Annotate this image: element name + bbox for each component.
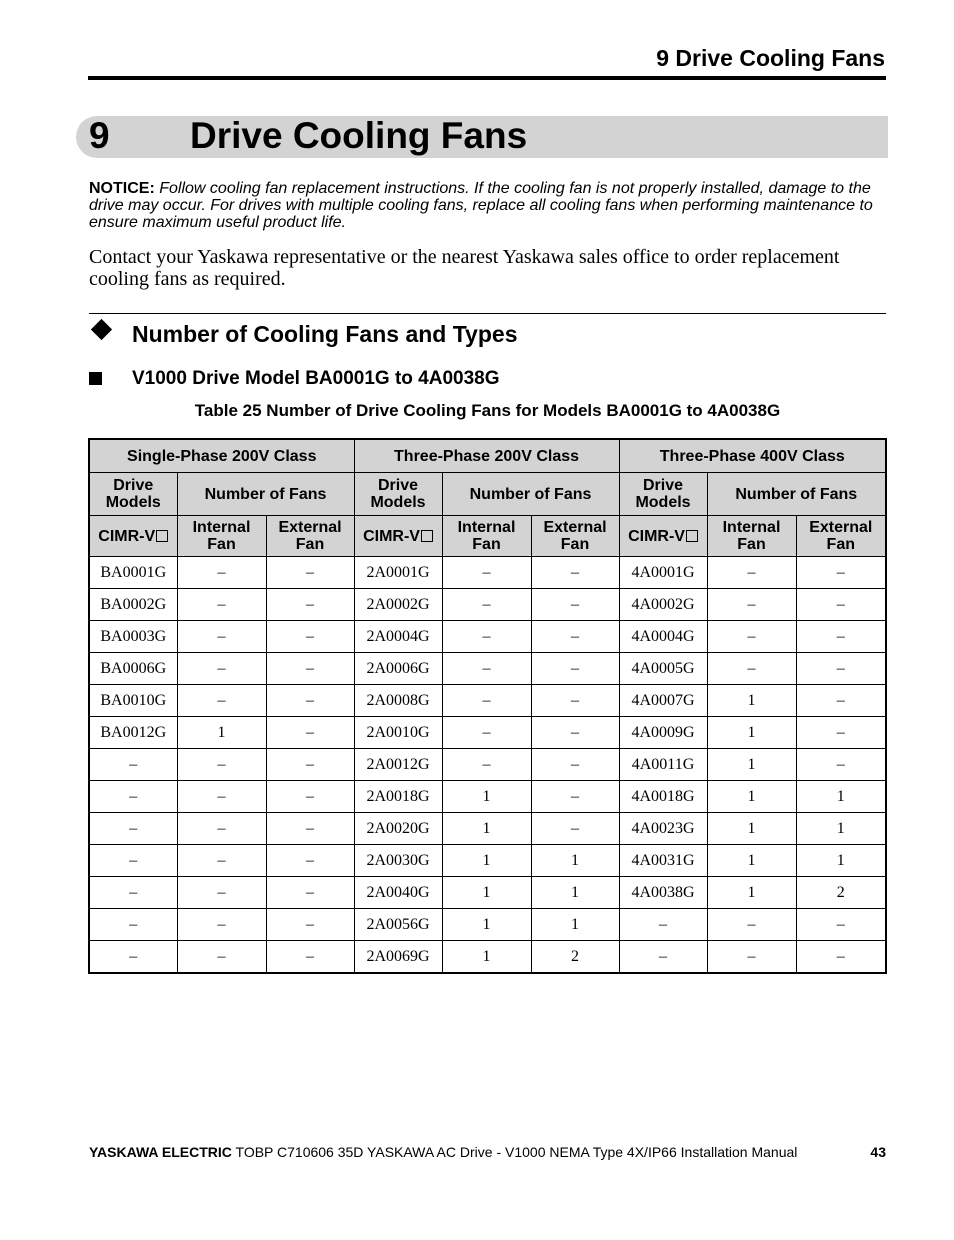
table-cell: 2A0012G	[354, 749, 442, 781]
table-cell: 1	[796, 813, 886, 845]
table-cell: 2	[796, 877, 886, 909]
table-cell: –	[266, 685, 354, 717]
model-prefix-header	[89, 516, 177, 557]
group-header: Three-Phase 200V Class	[354, 439, 619, 473]
table-cell: –	[266, 653, 354, 685]
table-cell: 2A0018G	[354, 781, 442, 813]
table-cell: 1	[531, 877, 619, 909]
table-cell: –	[266, 749, 354, 781]
footer-brand: YASKAWA ELECTRIC	[89, 1144, 232, 1160]
table-cell: BA0002G	[89, 589, 177, 621]
model-prefix-label: CIMR-V	[98, 527, 156, 545]
table-cell: –	[707, 653, 796, 685]
table-cell: 1	[442, 909, 531, 941]
table-cell: 2A0069G	[354, 941, 442, 974]
table-cell: –	[89, 909, 177, 941]
table-cell: –	[266, 557, 354, 589]
table-cell: –	[89, 813, 177, 845]
table-cell: –	[796, 653, 886, 685]
header-rule	[88, 76, 886, 80]
table-cell: –	[619, 909, 707, 941]
table-cell: –	[177, 557, 266, 589]
table-cell: –	[89, 749, 177, 781]
table-cell: 4A0018G	[619, 781, 707, 813]
subsection-title: V1000 Drive Model BA0001G to 4A0038G	[132, 368, 500, 389]
table-cell: –	[177, 813, 266, 845]
table-cell: –	[177, 589, 266, 621]
table-cell: –	[177, 653, 266, 685]
table-cell: –	[531, 781, 619, 813]
table-cell: –	[442, 621, 531, 653]
table-cell: 1	[707, 845, 796, 877]
table-cell: 4A0038G	[619, 877, 707, 909]
running-head: 9 Drive Cooling Fans	[656, 45, 885, 71]
table-cell: 4A0005G	[619, 653, 707, 685]
table-cell: BA0012G	[89, 717, 177, 749]
table-cell: 2A0004G	[354, 621, 442, 653]
table-cell: –	[177, 685, 266, 717]
notice-text: Follow cooling fan replacement instructions. If the cooling fan is not properly installed, damage to the drive may occur. For drives with multiple cooling fans, replace all cooling fans when performing maintenance to ensure maximum useful product life.	[89, 180, 873, 231]
table-cell: 2A0001G	[354, 557, 442, 589]
square-bullet-icon	[89, 372, 102, 385]
table-cell: –	[531, 557, 619, 589]
table-cell: 2A0040G	[354, 877, 442, 909]
table-cell: 1	[796, 781, 886, 813]
table-cell: 2A0006G	[354, 653, 442, 685]
table-cell: 4A0023G	[619, 813, 707, 845]
chapter-number: 9	[89, 115, 110, 156]
table-cell: –	[266, 781, 354, 813]
footer-text: TOBP C710606 35D YASKAWA AC Drive - V1000 NEMA Type 4X/IP66 Installation Manual	[235, 1144, 798, 1160]
internal-fan-header: Internal Fan	[442, 516, 531, 557]
table-row	[89, 653, 886, 685]
table-cell: –	[796, 621, 886, 653]
notice-paragraph	[89, 180, 889, 231]
table-cell: 4A0002G	[619, 589, 707, 621]
table-cell: –	[442, 589, 531, 621]
table-cell: –	[89, 941, 177, 974]
table-row	[89, 685, 886, 717]
table-cell: BA0006G	[89, 653, 177, 685]
model-prefix-header	[619, 516, 707, 557]
table-cell: 2A0030G	[354, 845, 442, 877]
table-cell: –	[707, 909, 796, 941]
table-cell: 2A0056G	[354, 909, 442, 941]
footer	[89, 1143, 797, 1161]
table-cell: –	[177, 845, 266, 877]
table-cell: –	[531, 749, 619, 781]
table-cell: –	[266, 845, 354, 877]
page-number: 43	[870, 1144, 886, 1160]
table-cell: 1	[442, 813, 531, 845]
notice-label: NOTICE:	[89, 180, 155, 197]
table-cell: –	[531, 653, 619, 685]
table-cell: 4A0004G	[619, 621, 707, 653]
internal-fan-header: Internal Fan	[177, 516, 266, 557]
table-row	[89, 877, 886, 909]
placeholder-box-icon	[686, 530, 698, 542]
table-cell: 4A0009G	[619, 717, 707, 749]
table-cell: –	[796, 941, 886, 974]
table-caption: Table 25 Number of Drive Cooling Fans for Models BA0001G to 4A0038G	[194, 401, 781, 420]
table-cell: 4A0011G	[619, 749, 707, 781]
table-cell: 1	[177, 717, 266, 749]
table-cell: 1	[442, 781, 531, 813]
table-cell: 1	[442, 845, 531, 877]
table-row	[89, 909, 886, 941]
drive-models-header: Drive Models	[354, 473, 442, 516]
table-cell: 1	[531, 845, 619, 877]
table-cell: 2A0020G	[354, 813, 442, 845]
placeholder-box-icon	[156, 530, 168, 542]
group-header: Single-Phase 200V Class	[89, 439, 354, 473]
table-cell: –	[619, 941, 707, 974]
table-cell: 1	[707, 877, 796, 909]
table-cell: –	[707, 941, 796, 974]
table-cell: 1	[707, 781, 796, 813]
model-prefix-label: CIMR-V	[363, 527, 420, 545]
table-row	[89, 781, 886, 813]
table-body	[89, 557, 886, 974]
model-prefix-label: CIMR-V	[628, 527, 685, 545]
table-cell: –	[796, 557, 886, 589]
diamond-bullet-icon	[91, 319, 112, 340]
internal-fan-header: Internal Fan	[707, 516, 796, 557]
table-cell: –	[707, 589, 796, 621]
table-cell: –	[266, 717, 354, 749]
table-cell: 1	[531, 909, 619, 941]
table-cell: –	[89, 877, 177, 909]
section-title: Number of Cooling Fans and Types	[132, 321, 518, 347]
table-row	[89, 621, 886, 653]
table-cell: 1	[796, 845, 886, 877]
table-cell: 1	[442, 941, 531, 974]
table-row	[89, 749, 886, 781]
table-cell: –	[266, 941, 354, 974]
table-cell: –	[796, 749, 886, 781]
table-cell: –	[707, 621, 796, 653]
table-cell: –	[266, 621, 354, 653]
cooling-fans-table	[88, 438, 887, 974]
table-cell: –	[266, 813, 354, 845]
table-cell: –	[531, 685, 619, 717]
section-rule	[89, 313, 886, 314]
table-row	[89, 557, 886, 589]
table-cell: –	[796, 909, 886, 941]
table-cell: 4A0007G	[619, 685, 707, 717]
number-of-fans-header: Number of Fans	[707, 473, 886, 516]
table-cell: BA0010G	[89, 685, 177, 717]
table-cell: 1	[707, 685, 796, 717]
table-cell: –	[266, 589, 354, 621]
model-prefix-header	[354, 516, 442, 557]
table-cell: 1	[442, 877, 531, 909]
body-paragraph: Contact your Yaskawa representative or the nearest Yaskawa sales office to order replacement cooling fans as required.	[89, 246, 840, 290]
table-cell: 2A0008G	[354, 685, 442, 717]
external-fan-header: External Fan	[266, 516, 354, 557]
table-cell: –	[796, 685, 886, 717]
drive-models-header: Drive Models	[89, 473, 177, 516]
table-cell: 2A0002G	[354, 589, 442, 621]
table-row	[89, 845, 886, 877]
table-cell: –	[177, 941, 266, 974]
chapter-heading	[76, 116, 888, 158]
table-cell: –	[177, 749, 266, 781]
table-cell: –	[89, 781, 177, 813]
external-fan-header: External Fan	[531, 516, 619, 557]
table-row	[89, 589, 886, 621]
table-cell: –	[531, 621, 619, 653]
table-row	[89, 717, 886, 749]
table-cell: –	[89, 845, 177, 877]
table-cell: –	[531, 589, 619, 621]
table-cell: –	[796, 717, 886, 749]
table-cell: –	[442, 685, 531, 717]
external-fan-header: External Fan	[796, 516, 886, 557]
table-cell: –	[266, 909, 354, 941]
table-cell: –	[177, 621, 266, 653]
table-cell: –	[442, 749, 531, 781]
placeholder-box-icon	[421, 530, 433, 542]
table-cell: –	[707, 557, 796, 589]
table-cell: –	[177, 877, 266, 909]
group-header: Three-Phase 400V Class	[619, 439, 886, 473]
table-cell: –	[177, 781, 266, 813]
chapter-title: Drive Cooling Fans	[190, 115, 528, 156]
number-of-fans-header: Number of Fans	[177, 473, 354, 516]
table-cell: –	[442, 557, 531, 589]
table-cell: 4A0001G	[619, 557, 707, 589]
table-cell: 1	[707, 717, 796, 749]
table-cell: BA0003G	[89, 621, 177, 653]
table-cell: BA0001G	[89, 557, 177, 589]
table-cell: –	[796, 589, 886, 621]
drive-models-header: Drive Models	[619, 473, 707, 516]
table-cell: –	[531, 717, 619, 749]
table-cell: 2	[531, 941, 619, 974]
table-row	[89, 941, 886, 974]
number-of-fans-header: Number of Fans	[442, 473, 619, 516]
table-cell: 1	[707, 813, 796, 845]
table-row	[89, 813, 886, 845]
table-cell: –	[266, 877, 354, 909]
table-cell: –	[442, 653, 531, 685]
table-cell: 2A0010G	[354, 717, 442, 749]
table-cell: –	[177, 909, 266, 941]
table-cell: –	[442, 717, 531, 749]
table-cell: –	[531, 813, 619, 845]
table-cell: 4A0031G	[619, 845, 707, 877]
table-cell: 1	[707, 749, 796, 781]
